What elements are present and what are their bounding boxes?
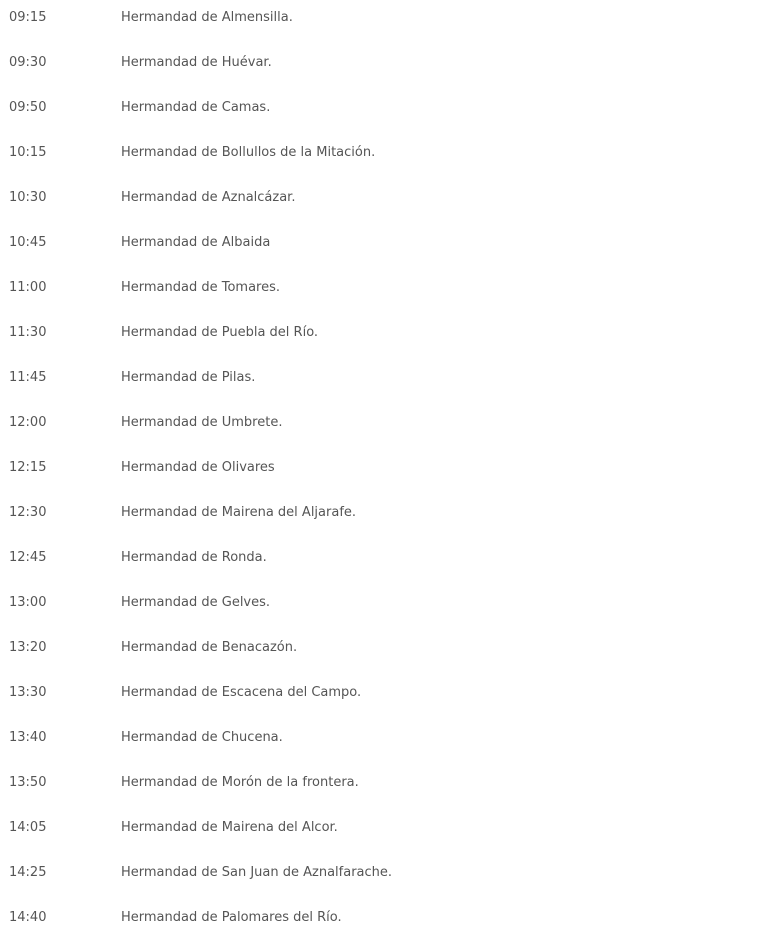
- schedule-time: 10:45: [9, 235, 47, 250]
- schedule-name: Hermandad de Gelves.: [121, 595, 271, 610]
- schedule-row: [0, 130, 762, 175]
- schedule-row: [0, 670, 762, 715]
- schedule-row: [0, 805, 762, 850]
- schedule-row: [0, 760, 762, 805]
- schedule-row: [0, 535, 762, 580]
- schedule-name: Hermandad de Albaida: [121, 235, 271, 250]
- schedule-time: 11:45: [9, 370, 47, 385]
- schedule-time: 09:30: [9, 55, 47, 70]
- schedule-name: Hermandad de Camas.: [121, 100, 271, 115]
- schedule-time: 11:30: [9, 325, 47, 340]
- schedule-name: Hermandad de Palomares del Río.: [121, 910, 342, 925]
- schedule-time: 11:00: [9, 280, 47, 295]
- schedule-row: [0, 310, 762, 355]
- schedule-row: [0, 445, 762, 490]
- schedule-name: Hermandad de Mairena del Aljarafe.: [121, 505, 357, 520]
- schedule-row: [0, 625, 762, 670]
- schedule-time: 13:30: [9, 685, 47, 700]
- schedule-name: Hermandad de Ronda.: [121, 550, 267, 565]
- schedule-time: 12:30: [9, 505, 47, 520]
- schedule-name: Hermandad de Tomares.: [121, 280, 281, 295]
- schedule-time: 13:00: [9, 595, 47, 610]
- schedule-time: 09:50: [9, 100, 47, 115]
- schedule-row: [0, 265, 762, 310]
- schedule-time: 14:05: [9, 820, 47, 835]
- schedule-row: [0, 220, 762, 265]
- schedule-row: [0, 175, 762, 220]
- schedule-time: 10:30: [9, 190, 47, 205]
- schedule-name: Hermandad de Chucena.: [121, 730, 283, 745]
- schedule-time: 09:15: [9, 10, 47, 25]
- schedule-row: [0, 400, 762, 445]
- schedule-row: [0, 490, 762, 535]
- schedule-name: Hermandad de Benacazón.: [121, 640, 298, 655]
- schedule-name: Hermandad de Morón de la frontera.: [121, 775, 359, 790]
- schedule-row: [0, 355, 762, 400]
- schedule-time: 12:45: [9, 550, 47, 565]
- schedule-time: 13:50: [9, 775, 47, 790]
- schedule-time: 10:15: [9, 145, 47, 160]
- schedule-name: Hermandad de Olivares: [121, 460, 275, 475]
- schedule-time: 12:00: [9, 415, 47, 430]
- schedule-row: [0, 40, 762, 85]
- schedule-name: Hermandad de Puebla del Río.: [121, 325, 319, 340]
- schedule-name: Hermandad de Huévar.: [121, 55, 272, 70]
- schedule-time: 14:40: [9, 910, 47, 925]
- schedule-name: Hermandad de Mairena del Alcor.: [121, 820, 338, 835]
- schedule-row: [0, 850, 762, 895]
- schedule-name: Hermandad de Almensilla.: [121, 10, 293, 25]
- schedule-name: Hermandad de Pilas.: [121, 370, 256, 385]
- schedule-time: 12:15: [9, 460, 47, 475]
- schedule-time: 13:40: [9, 730, 47, 745]
- schedule-row: [0, 580, 762, 625]
- schedule-name: Hermandad de Bollullos de la Mitación.: [121, 145, 376, 160]
- schedule-name: Hermandad de Umbrete.: [121, 415, 283, 430]
- schedule-row: [0, 715, 762, 760]
- schedule-row: [0, 85, 762, 130]
- schedule-row: [0, 895, 762, 940]
- schedule-name: Hermandad de San Juan de Aznalfarache.: [121, 865, 393, 880]
- schedule-name: Hermandad de Escacena del Campo.: [121, 685, 362, 700]
- schedule-row: [0, 0, 762, 40]
- schedule-time: 14:25: [9, 865, 47, 880]
- schedule-name: Hermandad de Aznalcázar.: [121, 190, 296, 205]
- schedule-time: 13:20: [9, 640, 47, 655]
